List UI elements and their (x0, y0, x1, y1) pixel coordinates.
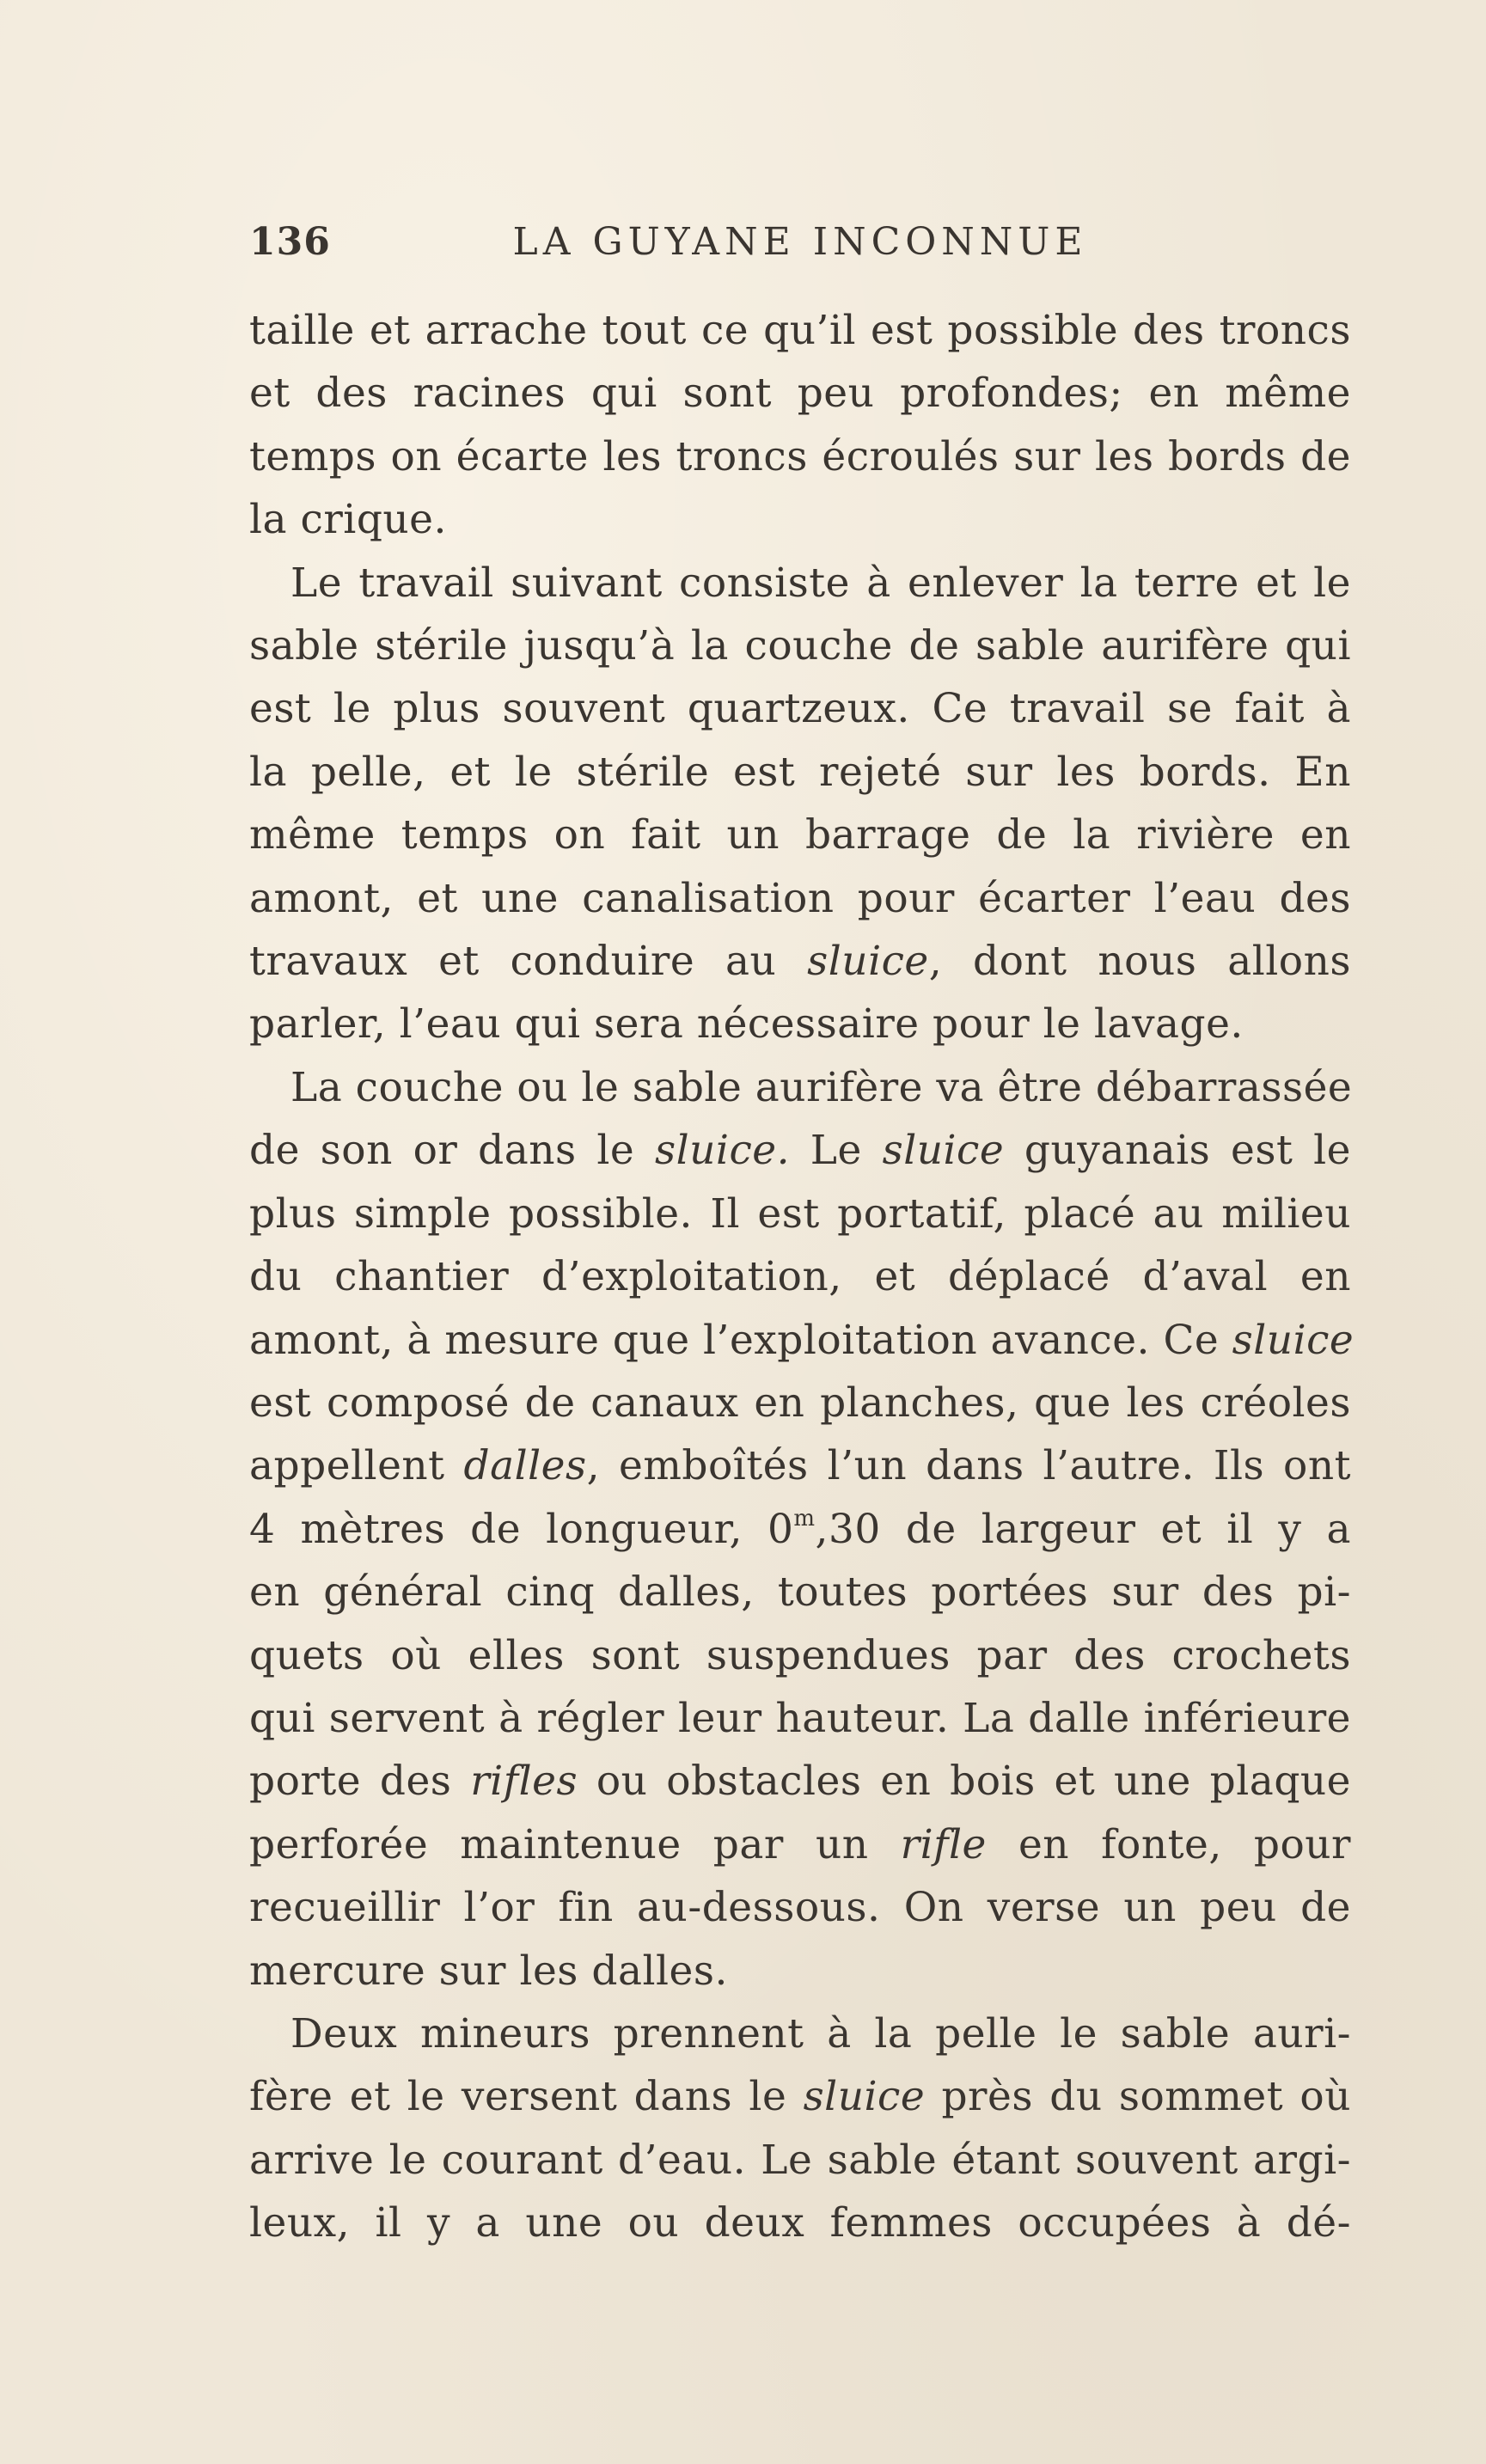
text-line: la pelle, et le stérile est rejeté sur les bords. En (249, 748, 1351, 796)
text-line: perforée maintenue par un rifle en fonte, pour (249, 1820, 1351, 1868)
text-line: 4 mètres de longueur, 0$^m$,30 de largeur et il y a (249, 1505, 1351, 1553)
text-line: Le travail suivant consiste à enlever la terre et le (290, 559, 1351, 607)
text-line: parler, l’eau qui sera nécessaire pour le lavage. (249, 1000, 1244, 1049)
text-line: taille et arrache tout ce qu’il est possible des troncs (249, 307, 1351, 354)
text-line: mercure sur les dalles. (249, 1947, 728, 1995)
text-line: sable stérile jusqu’à la couche de sable aurifère qui (249, 622, 1351, 670)
text-line: la crique. (249, 496, 447, 544)
text-line: qui servent à régler leur hauteur. La dalle inférieure (249, 1694, 1351, 1742)
text-line: de son or dans le sluice. Le sluice guyanais est le (249, 1127, 1351, 1175)
text-line: recueillir l’or fin au-dessous. On verse un peu de (249, 1884, 1351, 1932)
text-line: amont, à mesure que l’exploitation avance. Ce sluice (249, 1316, 1355, 1364)
text-line: plus simple possible. Il est portatif, placé au milieu (249, 1189, 1351, 1238)
text-line: est le plus souvent quartzeux. Ce travail se fait à (249, 685, 1351, 733)
text-line: temps on écarte les troncs écroulés sur les bords de (249, 432, 1351, 480)
text-line: travaux et conduire au sluice, dont nous allons (249, 938, 1351, 986)
text-line: du chantier d’exploitation, et déplacé d’aval en (249, 1253, 1351, 1301)
text-line: en général cinq dalles, toutes portées sur des pi- (249, 1568, 1351, 1617)
text-line: porte des rifles ou obstacles en bois et une plaque (249, 1758, 1351, 1806)
body-text (249, 299, 1355, 2255)
page-number: 136 (249, 220, 331, 264)
text-line: fère et le versent dans le sluice près du sommet où (249, 2073, 1351, 2121)
text-line: arrive le courant d’eau. Le sable étant souvent argi- (249, 2136, 1351, 2184)
text-line: leux, il y a une ou deux femmes occupées à dé- (249, 2199, 1351, 2247)
text-line: La couche ou le sable aurifère va être débarrassée (290, 1063, 1353, 1111)
text-line: amont, et une canalisation pour écarter l’eau des (249, 874, 1351, 922)
text-line: Deux mineurs prennent à la pelle le sable auri- (290, 2009, 1351, 2057)
text-line: même temps on fait un barrage de la rivière en (249, 811, 1351, 859)
page-header (249, 217, 1351, 268)
running-title: LA GUYANE INCONNUE (512, 220, 1088, 264)
text-line: quets où elles sont suspendues par des crochets (249, 1631, 1351, 1679)
text-line: et des racines qui sont peu profondes; en même (249, 370, 1351, 418)
text-line: appellent dalles, emboîtés l’un dans l’autre. Ils ont (249, 1442, 1352, 1490)
text-line: est composé de canaux en planches, que les créoles (249, 1379, 1351, 1427)
